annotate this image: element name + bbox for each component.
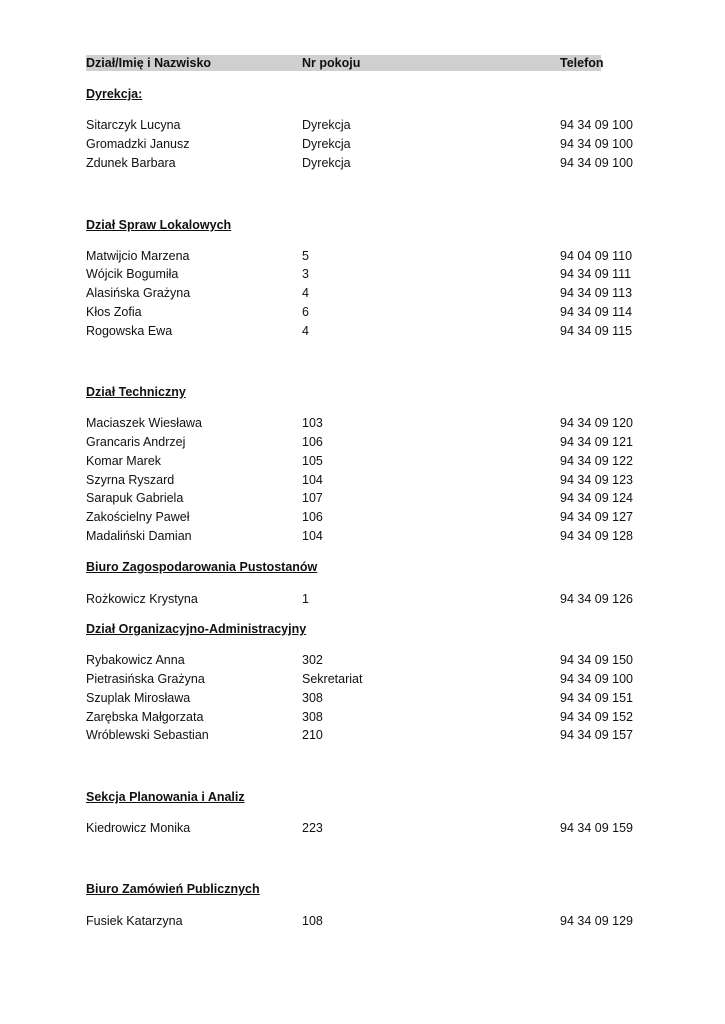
table-row [86,117,646,135]
room-number: 107 [302,491,323,505]
person-name: Kłos Zofia [86,305,142,319]
room-number: 302 [302,653,323,667]
room-number: 223 [302,821,323,835]
person-name: Zdunek Barbara [86,156,176,170]
person-name: Rybakowicz Anna [86,653,185,667]
room-number: 4 [302,286,309,300]
room-number: 104 [302,473,323,487]
table-row [86,453,646,471]
table-row [86,528,646,546]
person-name: Matwijcio Marzena [86,249,190,263]
table-header [86,55,604,71]
phone-number: 94 34 09 122 [560,454,633,468]
person-name: Alasińska Grażyna [86,286,191,300]
table-row [86,709,646,727]
room-number: 308 [302,691,323,705]
table-row [86,820,646,838]
table-row [86,323,646,341]
section-title-pustostany: Biuro Zagospodarowania Pustostanów [86,560,318,574]
phone-number: 94 34 09 100 [560,118,633,132]
person-name: Rogowska Ewa [86,324,173,338]
person-name: Zarębska Małgorzata [86,710,204,724]
phone-number: 94 34 09 124 [560,491,633,505]
phone-number: 94 34 09 100 [560,137,633,151]
person-name: Sitarczyk Lucyna [86,118,181,132]
table-row [86,472,646,490]
table-row [86,434,646,452]
table-row [86,690,646,708]
person-name: Fusiek Katarzyna [86,914,183,928]
section-title-spraw-lokalowych: Dział Spraw Lokalowych [86,218,232,232]
phone-number: 94 34 09 100 [560,672,633,686]
room-number: Dyrekcja [302,156,351,170]
section-title-dyrekcja: Dyrekcja: [86,87,143,101]
person-name: Sarapuk Gabriela [86,491,184,505]
table-row [86,490,646,508]
phone-number: 94 04 09 110 [560,249,633,263]
table-row [86,248,646,266]
header-room: Nr pokoju [302,56,361,70]
section-title-techniczny: Dział Techniczny [86,385,186,399]
room-number: 4 [302,324,309,338]
header-phone: Telefon [560,56,604,70]
person-name: Wójcik Bogumiła [86,267,179,281]
phone-number: 94 34 09 120 [560,416,633,430]
phone-number: 94 34 09 157 [560,728,633,742]
phone-number: 94 34 09 152 [560,710,633,724]
table-row [86,415,646,433]
person-name: Komar Marek [86,454,162,468]
phone-number: 94 34 09 159 [560,821,633,835]
phone-number: 94 34 09 100 [560,156,633,170]
person-name: Kiedrowicz Monika [86,821,191,835]
phone-number: 94 34 09 111 [560,267,632,281]
room-number: 106 [302,435,323,449]
phone-number: 94 34 09 123 [560,473,633,487]
phone-number: 94 34 09 114 [560,305,633,319]
room-number: 1 [302,592,309,606]
person-name: Pietrasińska Grażyna [86,672,205,686]
room-number: Dyrekcja [302,118,351,132]
room-number: Sekretariat [302,672,363,686]
person-name: Gromadzki Janusz [86,137,190,151]
section-title-organizacyjno-administracyjny: Dział Organizacyjno-Administracyjny [86,622,307,636]
phone-number: 94 34 09 129 [560,914,633,928]
table-row [86,509,646,527]
person-name: Grancaris Andrzej [86,435,186,449]
phone-number: 94 34 09 151 [560,691,633,705]
table-row [86,652,646,670]
table-row [86,136,646,154]
person-name: Maciaszek Wiesława [86,416,203,430]
phone-number: 94 34 09 127 [560,510,633,524]
room-number: 108 [302,914,323,928]
phone-number: 94 34 09 113 [560,286,633,300]
person-name: Szyrna Ryszard [86,473,175,487]
table-row [86,304,646,322]
table-row [86,913,646,931]
person-name: Wróblewski Sebastian [86,728,209,742]
room-number: 6 [302,305,309,319]
room-number: 104 [302,529,323,543]
room-number: 106 [302,510,323,524]
header-name: Dział/Imię i Nazwisko [86,56,212,70]
person-name: Szuplak Mirosława [86,691,191,705]
table-row [86,266,646,284]
phone-number: 94 34 09 128 [560,529,633,543]
room-number: 210 [302,728,323,742]
room-number: 3 [302,267,309,281]
table-row [86,591,646,609]
person-name: Zakościelny Paweł [86,510,190,524]
section-title-zamowien-publicznych: Biuro Zamówień Publicznych [86,882,260,896]
room-number: 5 [302,249,309,263]
room-number: 308 [302,710,323,724]
table-row [86,671,646,689]
phone-number: 94 34 09 121 [560,435,633,449]
room-number: Dyrekcja [302,137,351,151]
table-row [86,155,646,173]
section-title-planowania-analiz: Sekcja Planowania i Analiz [86,790,245,804]
person-name: Rożkowicz Krystyna [86,592,198,606]
person-name: Madaliński Damian [86,529,192,543]
room-number: 103 [302,416,323,430]
phone-number: 94 34 09 115 [560,324,633,338]
phone-number: 94 34 09 150 [560,653,633,667]
table-row [86,285,646,303]
room-number: 105 [302,454,323,468]
table-row [86,727,646,745]
phone-number: 94 34 09 126 [560,592,633,606]
